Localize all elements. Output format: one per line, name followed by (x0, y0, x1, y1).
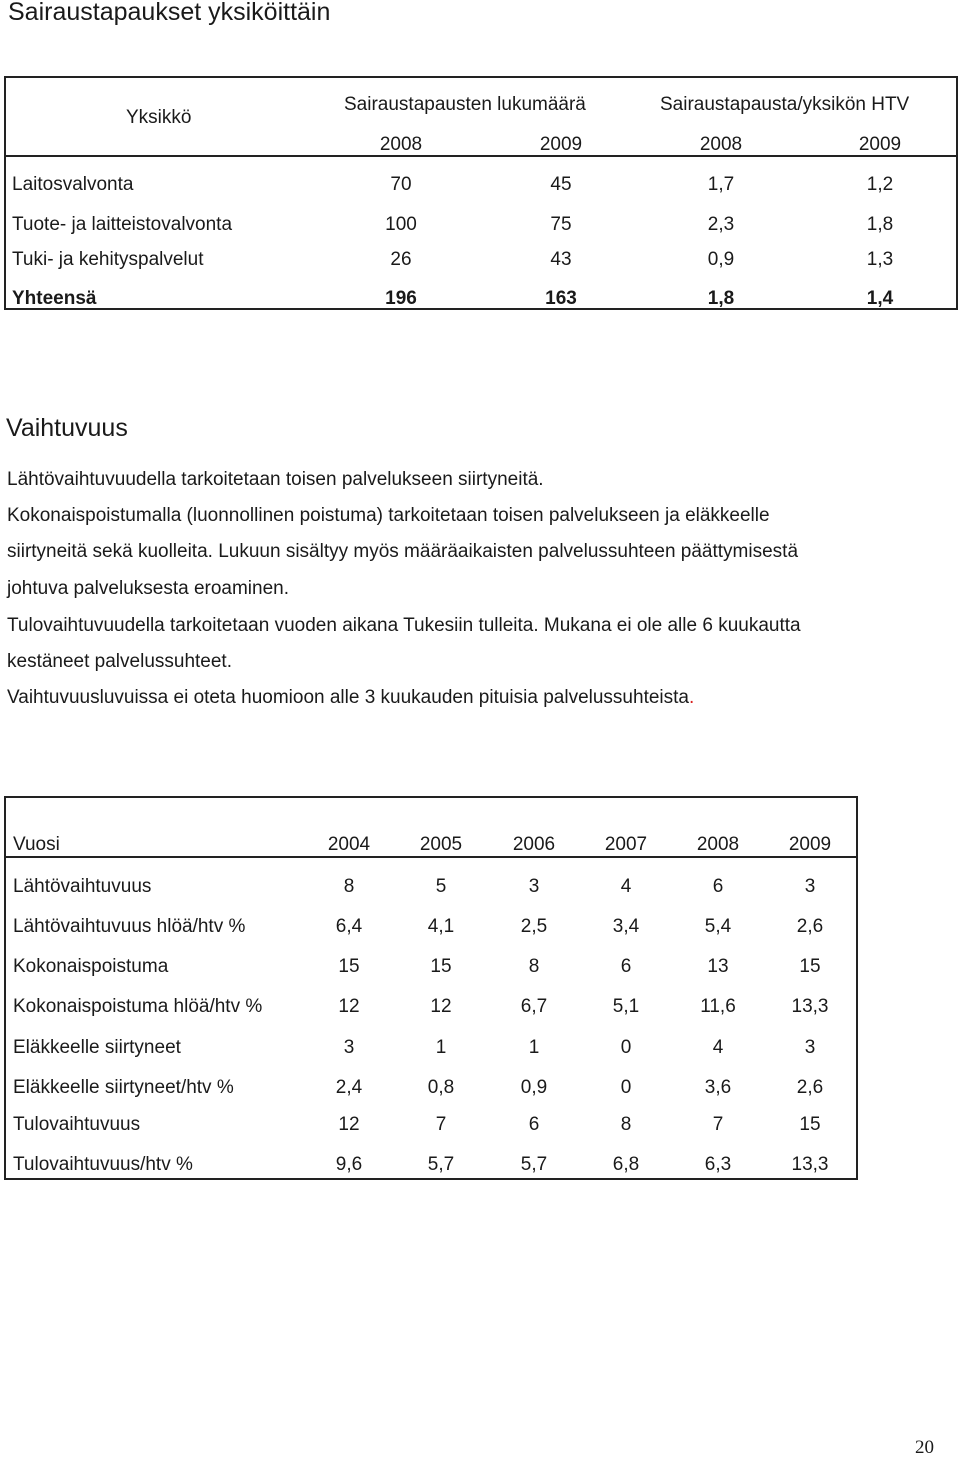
year-label: Vuosi (13, 834, 60, 855)
paragraph-line-last (7, 687, 694, 709)
table-cell: 13 (707, 956, 729, 977)
table-row-label: Kokonaispoistuma (13, 956, 169, 977)
header-divider (6, 155, 956, 157)
table-cell: 1,7 (707, 174, 735, 195)
table-row-label: Kokonaispoistuma hlöä/htv % (13, 996, 263, 1017)
table-cell: 9,6 (335, 1154, 363, 1175)
table-cell: 6,3 (704, 1154, 732, 1175)
table-row-label: Laitosvalvonta (12, 174, 134, 195)
table-cell: 8 (343, 876, 355, 897)
table-cell: 6 (528, 1114, 540, 1135)
table-cell: 4,1 (427, 916, 455, 937)
table-cell: 1,2 (866, 174, 894, 195)
table-cell: 7 (712, 1114, 724, 1135)
table-cell: 3,4 (612, 916, 640, 937)
table-cell: 13,3 (791, 996, 829, 1017)
table-cell: 2,5 (520, 916, 548, 937)
table-cell: 2,4 (335, 1077, 363, 1098)
year-header: 2009 (788, 834, 832, 855)
table-cell: 2,6 (796, 916, 824, 937)
paragraph-line: Tulovaihtuvuudella tarkoitetaan vuoden aikana Tukesiin tulleita. Mukana ei ole alle 6 kuukautta (7, 615, 801, 636)
year-header: 2005 (419, 834, 463, 855)
table-cell: 1,4 (866, 288, 894, 309)
header-divider (6, 856, 856, 858)
table-cell: 3 (804, 1037, 816, 1058)
count-group-header: Sairaustapausten lukumäärä (344, 94, 586, 115)
paragraph-line: Lähtövaihtuvuudella tarkoitetaan toisen palvelukseen siirtyneitä. (7, 469, 544, 490)
turnover-table (4, 796, 858, 1180)
table-cell: 12 (338, 1114, 360, 1135)
table-cell: 6 (712, 876, 724, 897)
year-header: 2004 (327, 834, 371, 855)
red-period: . (688, 687, 695, 708)
table-cell: 5,4 (704, 916, 732, 937)
table-cell: 3 (804, 876, 816, 897)
table-cell: 6,8 (612, 1154, 640, 1175)
table-cell: 0,8 (427, 1077, 455, 1098)
table-cell: 5,7 (520, 1154, 548, 1175)
table-cell: 0,9 (707, 249, 735, 270)
table-cell: 163 (545, 288, 577, 309)
unit-header: Yksikkö (126, 107, 192, 128)
table-cell: 2,3 (707, 214, 735, 235)
table-cell: 0,9 (520, 1077, 548, 1098)
year-header: 2009 (858, 134, 902, 155)
table-cell: 6,7 (520, 996, 548, 1017)
table-cell: 5 (435, 876, 447, 897)
table-cell: 15 (799, 956, 821, 977)
table-cell: 0 (620, 1077, 632, 1098)
table-cell: 6 (620, 956, 632, 977)
table-cell: 1 (528, 1037, 540, 1058)
paragraph-text: Vaihtuvuusluvuissa ei oteta huomioon alle 3 kuukauden pituisia palvelussuhteista (7, 687, 689, 708)
table-cell: 4 (620, 876, 632, 897)
table-cell: 1,3 (866, 249, 894, 270)
table-cell: 12 (338, 996, 360, 1017)
table-cell: 15 (338, 956, 360, 977)
paragraph-line: siirtyneitä sekä kuolleita. Lukuun sisältyy myös määräaikaisten palvelussuhteen päättymisestä (7, 541, 799, 562)
table-cell: 75 (550, 214, 572, 235)
table-cell: 0 (620, 1037, 632, 1058)
table-cell: 13,3 (791, 1154, 829, 1175)
table-cell: 45 (550, 174, 572, 195)
table-row-label: Lähtövaihtuvuus (13, 876, 152, 897)
table-cell: 2,6 (796, 1077, 824, 1098)
page-number: 20 (915, 1437, 934, 1458)
table-cell: 1,8 (866, 214, 894, 235)
table-cell: 43 (550, 249, 572, 270)
table-cell: 3 (528, 876, 540, 897)
table-cell: 12 (430, 996, 452, 1017)
table-cell: 3,6 (704, 1077, 732, 1098)
table-row-label: Tulovaihtuvuus (13, 1114, 141, 1135)
table-cell: 8 (528, 956, 540, 977)
table-cell: 100 (385, 214, 417, 235)
table-cell: 7 (435, 1114, 447, 1135)
table-cell: 15 (799, 1114, 821, 1135)
table-cell: 1,8 (707, 288, 735, 309)
year-header: 2007 (604, 834, 648, 855)
table-cell: 5,1 (612, 996, 640, 1017)
table-cell: 196 (385, 288, 417, 309)
total-row-label: Yhteensä (12, 288, 97, 309)
paragraph-line: kestäneet palvelussuhteet. (7, 651, 232, 672)
table-row-label: Tulovaihtuvuus/htv % (13, 1154, 193, 1175)
table-row-label: Tuote- ja laitteistovalvonta (12, 214, 233, 235)
section-heading: Vaihtuvuus (6, 414, 128, 442)
table-cell: 8 (620, 1114, 632, 1135)
table-cell: 15 (430, 956, 452, 977)
year-header: 2008 (696, 834, 740, 855)
table-cell: 4 (712, 1037, 724, 1058)
table-cell: 26 (390, 249, 412, 270)
paragraph-line: johtuva palveluksesta eroaminen. (7, 578, 290, 599)
year-header: 2008 (379, 134, 423, 155)
table-cell: 11,6 (700, 996, 736, 1017)
year-header: 2006 (512, 834, 556, 855)
table-row-label: Tuki- ja kehityspalvelut (12, 249, 204, 270)
sick-leave-table (4, 76, 958, 310)
table-cell: 5,7 (427, 1154, 455, 1175)
paragraph-line: Kokonaispoistumalla (luonnollinen poistuma) tarkoitetaan toisen palvelukseen ja eläkkeelle (7, 505, 770, 526)
table-cell: 6,4 (335, 916, 363, 937)
table-row-label: Eläkkeelle siirtyneet/htv % (13, 1077, 234, 1098)
table-row-label: Lähtövaihtuvuus hlöä/htv % (13, 916, 246, 937)
table-cell: 3 (343, 1037, 355, 1058)
table-cell: 1 (435, 1037, 447, 1058)
htv-group-header: Sairaustapausta/yksikön HTV (660, 94, 910, 115)
year-header: 2008 (699, 134, 743, 155)
table-row-label: Eläkkeelle siirtyneet (13, 1037, 181, 1058)
year-header: 2009 (539, 134, 583, 155)
table-cell: 70 (390, 174, 412, 195)
page-title: Sairaustapaukset yksiköittäin (8, 0, 331, 26)
